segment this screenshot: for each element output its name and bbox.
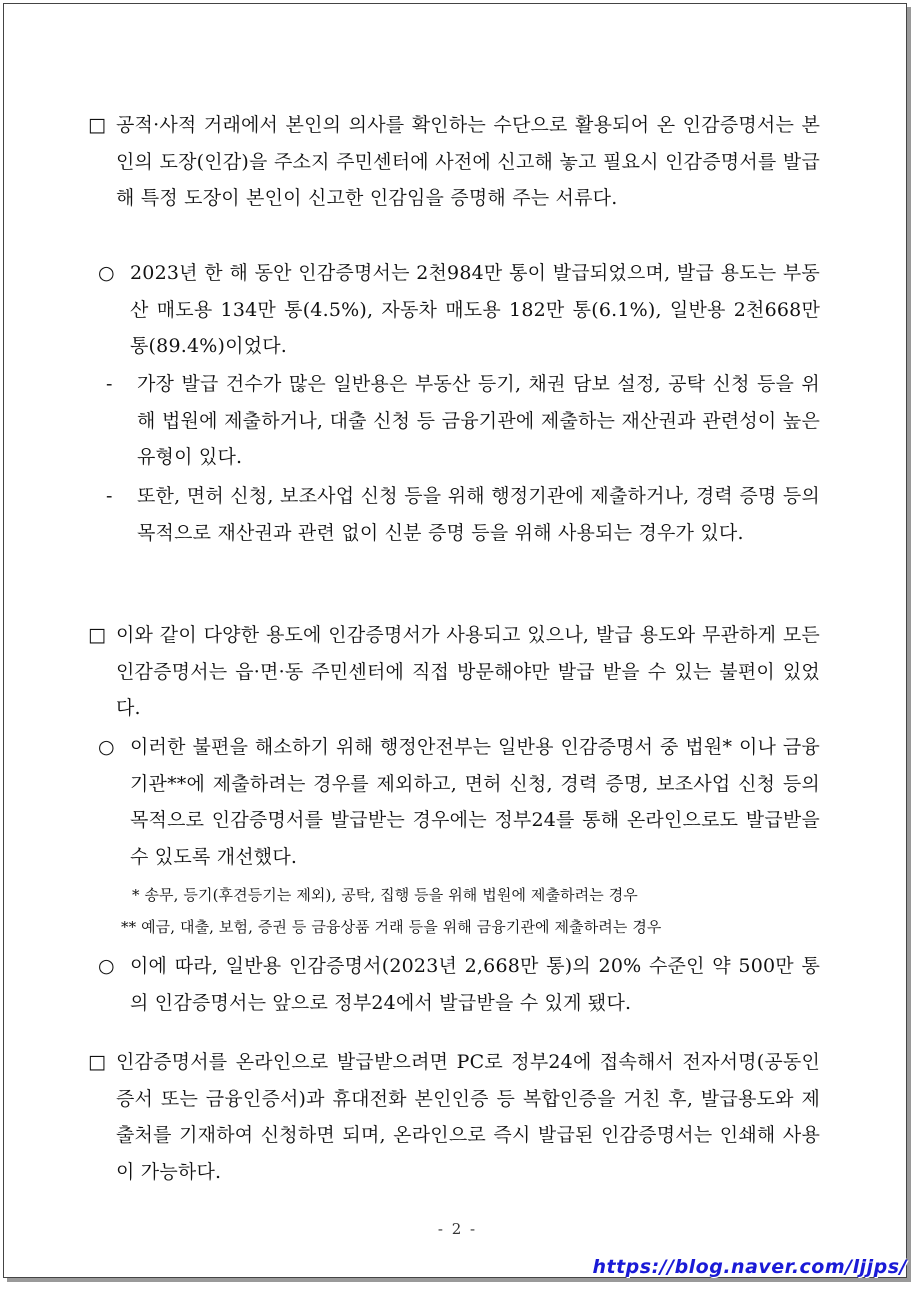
paragraph-text: 가장 발급 건수가 많은 일반용은 부동산 등기, 채권 담보 설정, 공탁 신청 등을 위해 법원에 제출하거나, 대출 신청 등 금융기관에 제출하는 재산권과 관련성이 높은 유형이 있다. (137, 373, 820, 468)
section-paragraph-1 (88, 107, 820, 217)
blog-watermark: https://blog.naver.com/ljjps/ (592, 1256, 907, 1278)
paragraph-text: 또한, 면허 신청, 보조사업 신청 등을 위해 행정기관에 제출하거나, 경력 증명 등의 목적으로 재산권과 관련 없이 신분 증명 등을 위해 사용되는 경우가 있다. (137, 485, 820, 544)
circle-bullet: ○ (98, 736, 115, 758)
paragraph-text: 2023년 한 해 동안 인감증명서는 2천984만 통이 발급되었으며, 발급 용도는 부동산 매도용 134만 통(4.5%), 자동차 매도용 182만 통(6.1%), 일반용 2천668만 통(89.4%)이었다. (130, 262, 820, 357)
circle-bullet: ○ (98, 262, 115, 284)
sub-paragraph-1 (98, 255, 820, 365)
sub-paragraph-2 (98, 729, 820, 875)
footnote-court: * 송무, 등기(후견등기는 제외), 공탁, 집행 등을 위해 법원에 제출하려는 경우 (132, 886, 638, 904)
dash-item-1 (106, 366, 820, 476)
paragraph-text: 공적·사적 거래에서 본인의 의사를 확인하는 수단으로 활용되어 온 인감증명서는 본인의 도장(인감)을 주소지 주민센터에 사전에 신고해 놓고 필요시 인감증명서를 발급해 특정 도장이 본인이 신고한 인감임을 증명해 주는 서류다. (116, 114, 820, 209)
dash-bullet: - (106, 373, 113, 395)
circle-bullet: ○ (98, 955, 115, 977)
paragraph-text: 이와 같이 다양한 용도에 인감증명서가 사용되고 있으나, 발급 용도와 무관하게 모든 인감증명서는 읍·면·동 주민센터에 직접 방문해야만 발급 받을 수 있는 불편이 있었다. (116, 624, 820, 719)
paragraph-text: 이에 따라, 일반용 인감증명서(2023년 2,668만 통)의 20% 수준인 약 500만 통의 인감증명서는 앞으로 정부24에서 발급받을 수 있게 됐다. (130, 955, 820, 1014)
square-bullet: □ (88, 1051, 107, 1073)
paragraph-text: 인감증명서를 온라인으로 발급받으려면 PC로 정부24에 접속해서 전자서명(공동인증서 또는 금융인증서)과 휴대전화 본인인증 등 복합인증을 거친 후, 발급용도와 제출처를 기재하여 신청하면 되며, 온라인으로 즉시 발급된 인감증명서는 인쇄해 사용이 가능하다. (116, 1051, 820, 1183)
square-bullet: □ (88, 114, 107, 136)
section-paragraph-2 (88, 617, 820, 727)
page-number: - 2 - (437, 1220, 478, 1238)
sub-paragraph-3 (98, 948, 820, 1021)
dash-item-2 (106, 478, 820, 551)
paragraph-text: 이러한 불편을 해소하기 위해 행정안전부는 일반용 인감증명서 중 법원* 이나 금융기관**에 제출하려는 경우를 제외하고, 면허 신청, 경력 증명, 보조사업 신청 등의 목적으로 인감증명서를 발급받는 경우에는 정부24를 통해 온라인으로도 발급받을 수 있도록 개선했다. (130, 736, 820, 868)
square-bullet: □ (88, 624, 107, 646)
footnote-financial: ** 예금, 대출, 보험, 증권 등 금융상품 거래 등을 위해 금융기관에 제출하려는 경우 (121, 918, 662, 936)
section-paragraph-3 (88, 1044, 820, 1190)
dash-bullet: - (106, 485, 113, 507)
